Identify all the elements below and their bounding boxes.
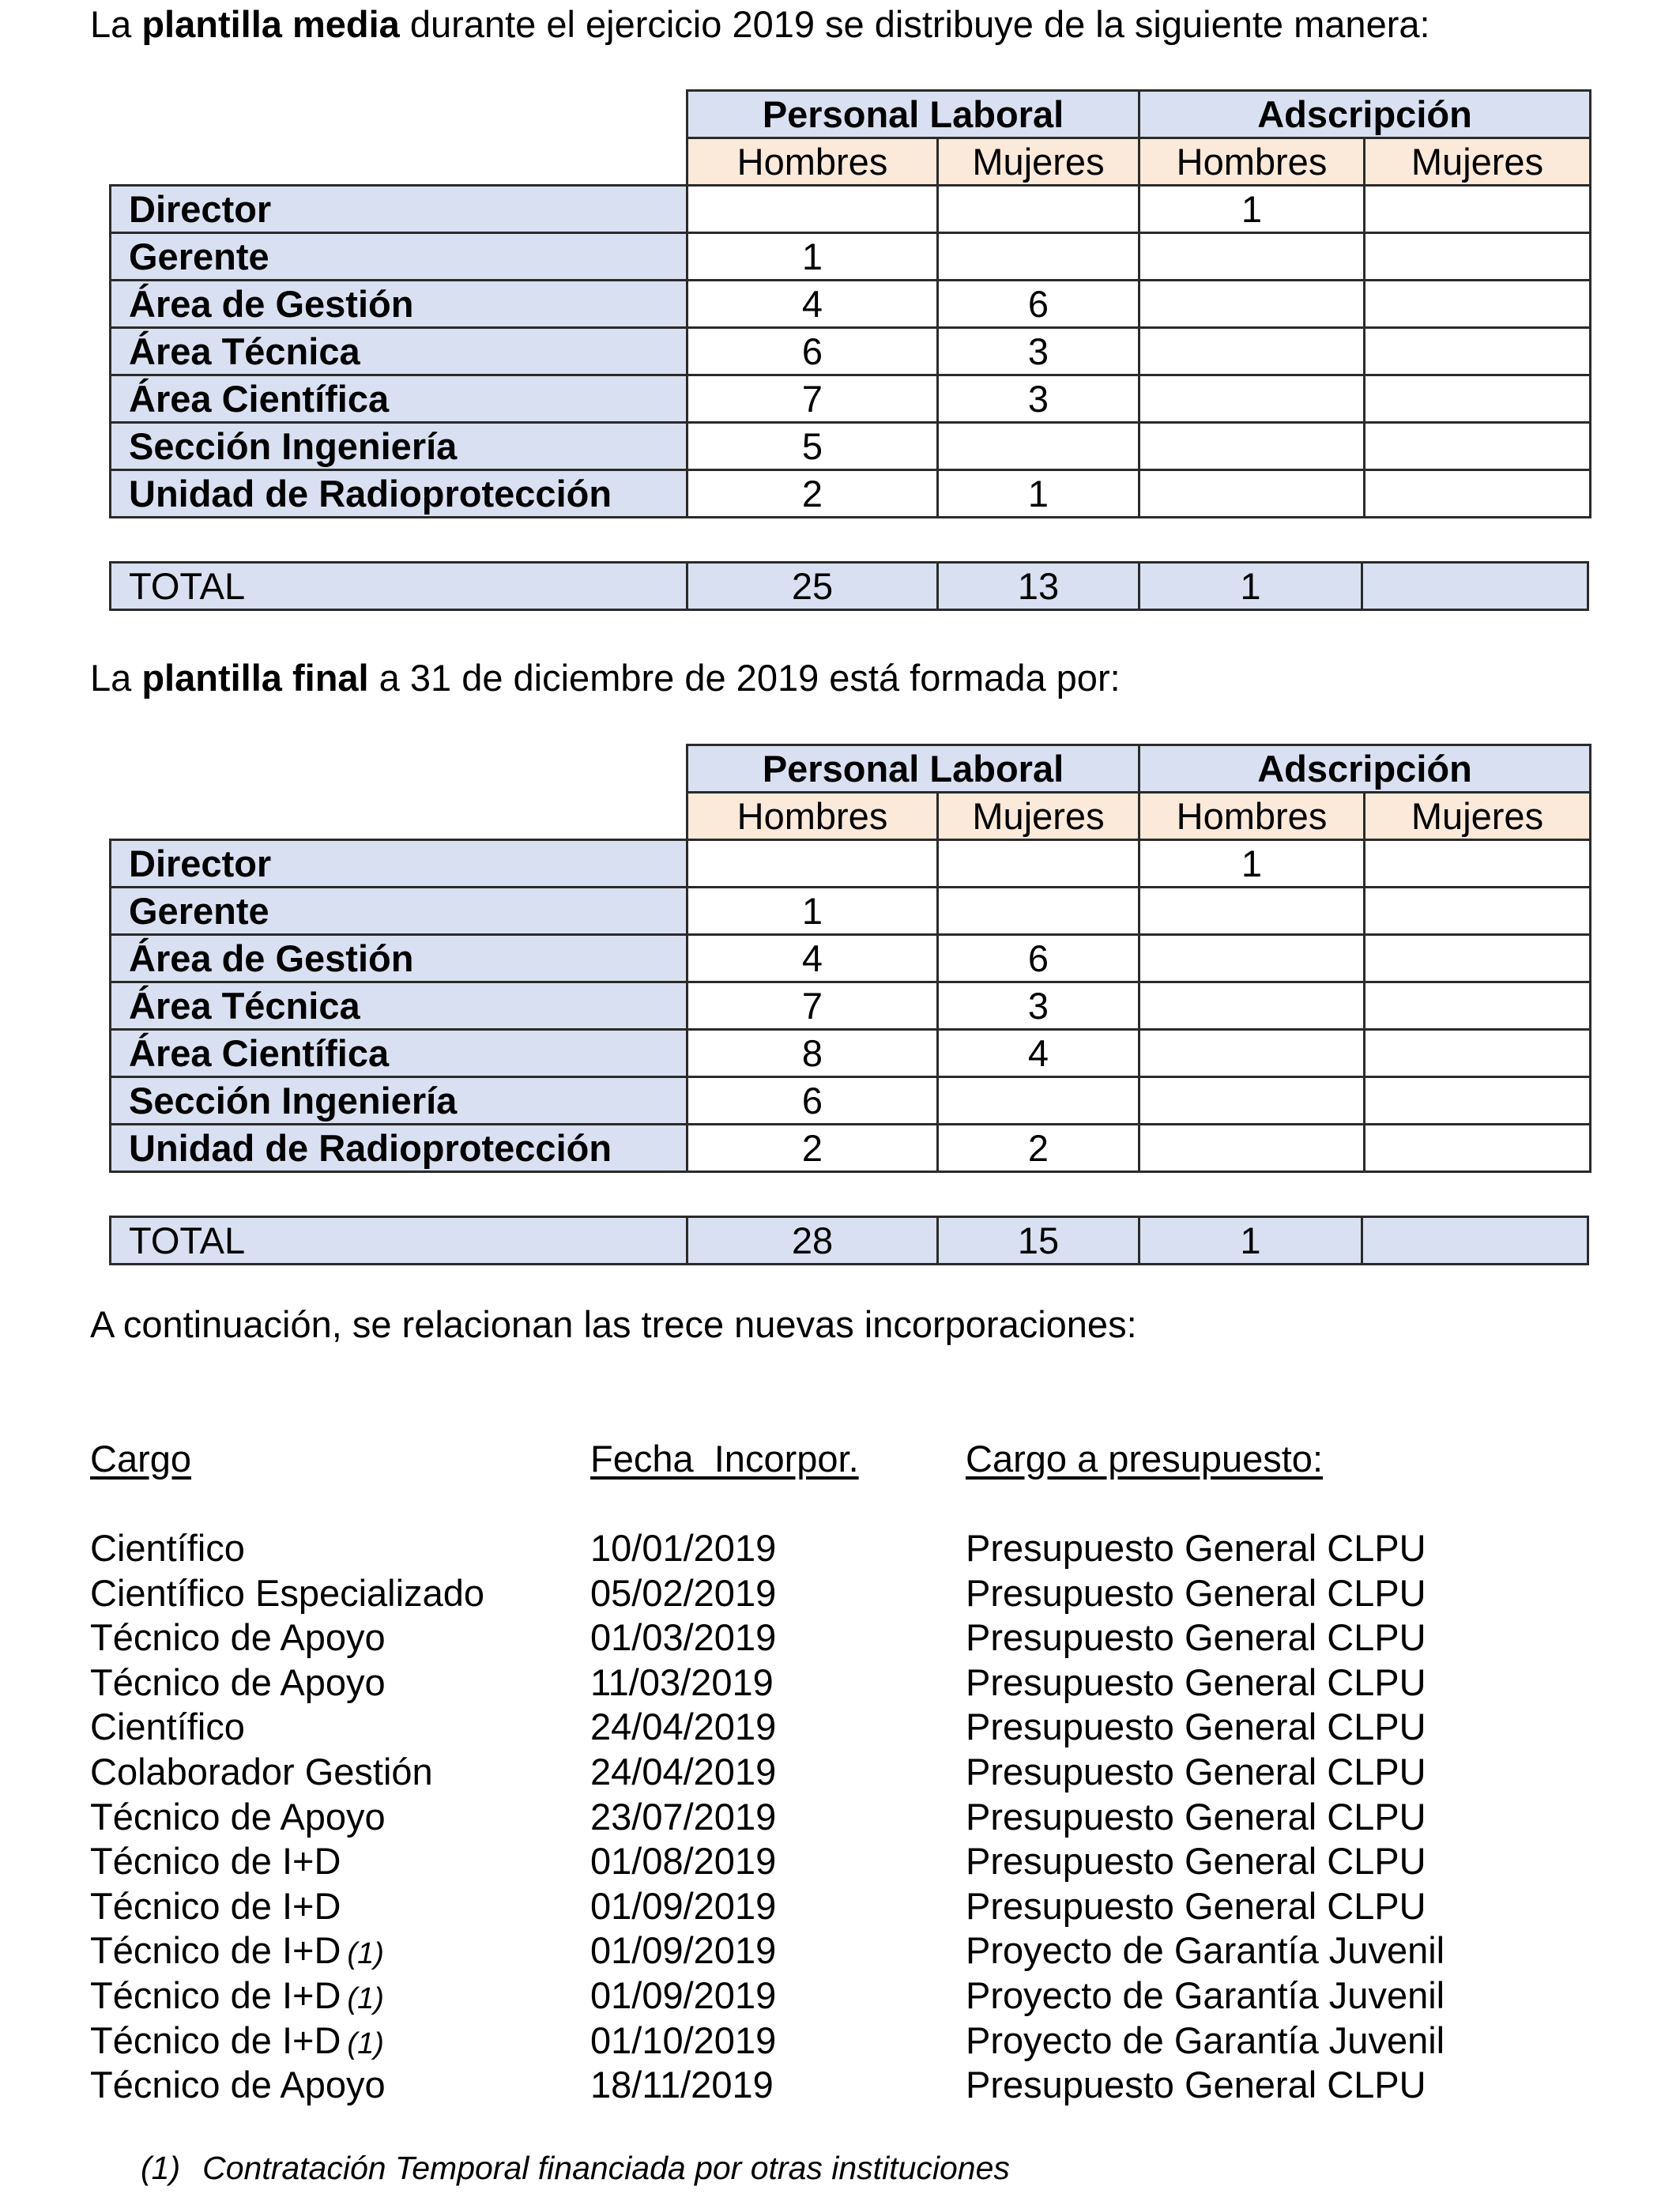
hire-fecha: 23/07/2019 xyxy=(590,1795,777,1838)
hire-presupuesto: Presupuesto General CLPU xyxy=(966,2064,1426,2106)
hire-cargo: Técnico de I+D (1) xyxy=(90,1974,384,2016)
hire-fecha: 01/09/2019 xyxy=(590,1974,777,2016)
hire-row xyxy=(0,1571,1680,1615)
total-cell: 1 xyxy=(1138,1216,1363,1265)
data-cell: 2 xyxy=(936,1123,1140,1173)
data-cell: 7 xyxy=(686,981,939,1031)
hire-row xyxy=(0,1928,1680,1973)
hire-presupuesto: Presupuesto General CLPU xyxy=(966,1884,1426,1927)
data-cell: 3 xyxy=(936,326,1140,376)
hire-presupuesto: Presupuesto General CLPU xyxy=(966,1795,1426,1838)
total-cell: 13 xyxy=(936,561,1140,611)
data-cell: 1 xyxy=(1138,184,1365,234)
data-cell: 1 xyxy=(936,469,1140,518)
hire-cargo: Técnico de I+D (1) xyxy=(90,2019,384,2061)
hire-note: (1) xyxy=(347,1982,384,2015)
hire-fecha: 24/04/2019 xyxy=(590,1706,777,1748)
hire-row xyxy=(0,1973,1680,2018)
hire-row xyxy=(0,1884,1680,1928)
data-cell xyxy=(1138,421,1365,471)
data-cell: 8 xyxy=(686,1028,939,1078)
hire-presupuesto: Presupuesto General CLPU xyxy=(966,1616,1426,1659)
hire-fecha: 18/11/2019 xyxy=(590,2064,774,2106)
data-cell xyxy=(1363,374,1591,424)
hire-note: (1) xyxy=(347,2026,384,2060)
hire-cargo: Técnico de I+D (1) xyxy=(90,1929,384,1972)
data-cell xyxy=(936,1076,1140,1125)
data-cell xyxy=(1138,1028,1365,1078)
total-cell xyxy=(1361,1216,1589,1265)
intro-paragraph-3: A continuación, se relacionan las trece nuevas incorporaciones: xyxy=(90,1303,1137,1345)
hire-fecha: 24/04/2019 xyxy=(590,1751,777,1793)
hire-fecha: 01/10/2019 xyxy=(590,2019,777,2061)
data-cell xyxy=(1138,232,1365,281)
data-cell xyxy=(686,839,939,888)
footnote-text: Contratación Temporal financiada por otras instituciones xyxy=(202,2150,1010,2186)
hire-cargo: Científico Especializado xyxy=(90,1571,484,1614)
data-cell xyxy=(1363,886,1591,936)
data-cell xyxy=(1138,1076,1365,1125)
data-cell: 2 xyxy=(686,469,939,518)
hire-cargo: Técnico de Apoyo xyxy=(90,1616,386,1659)
sub-header-2: Hombres xyxy=(1138,791,1365,841)
row-label: Gerente xyxy=(109,886,688,936)
row-label: Director xyxy=(109,839,688,888)
hire-cargo: Técnico de Apoyo xyxy=(90,2064,386,2106)
data-cell xyxy=(1138,279,1365,329)
hire-row xyxy=(0,1661,1680,1705)
group-header-0: Personal Laboral xyxy=(686,89,1140,139)
footnote-marker: (1) xyxy=(141,2150,181,2186)
data-cell xyxy=(1363,981,1591,1031)
data-cell xyxy=(936,421,1140,471)
data-cell xyxy=(1138,981,1365,1031)
data-cell xyxy=(936,886,1140,936)
hire-presupuesto: Presupuesto General CLPU xyxy=(966,1840,1426,1883)
row-label: Gerente xyxy=(109,232,688,281)
row-label: Área Técnica xyxy=(109,981,688,1031)
sub-header-1: Mujeres xyxy=(936,137,1140,187)
total-label: TOTAL xyxy=(109,561,688,611)
total-cell xyxy=(1361,561,1589,611)
hire-fecha: 01/08/2019 xyxy=(590,1840,777,1883)
group-header-1: Adscripción xyxy=(1138,89,1591,139)
hire-row xyxy=(0,1839,1680,1883)
hire-fecha: 05/02/2019 xyxy=(590,1571,777,1614)
data-cell xyxy=(1363,469,1591,518)
row-label: Área Científica xyxy=(109,374,688,424)
row-label: Área Científica xyxy=(109,1028,688,1078)
hire-cargo: Científico xyxy=(90,1527,245,1569)
hire-cargo: Técnico de Apoyo xyxy=(90,1661,386,1703)
hire-fecha: 10/01/2019 xyxy=(590,1527,777,1569)
data-cell: 3 xyxy=(936,981,1140,1031)
hire-cargo: Colaborador Gestión xyxy=(90,1751,433,1793)
row-label: Director xyxy=(109,184,688,234)
data-cell: 4 xyxy=(686,279,939,329)
group-header-0: Personal Laboral xyxy=(686,744,1140,794)
hire-fecha: 11/03/2019 xyxy=(590,1661,774,1703)
data-cell: 4 xyxy=(686,933,939,983)
hire-presupuesto: Proyecto de Garantía Juvenil xyxy=(966,1974,1445,2016)
data-cell xyxy=(936,232,1140,281)
row-label: Área de Gestión xyxy=(109,279,688,329)
data-cell xyxy=(1363,421,1591,471)
hire-row xyxy=(0,2019,1680,2063)
hire-presupuesto: Proyecto de Garantía Juvenil xyxy=(966,2019,1445,2061)
data-cell xyxy=(1138,933,1365,983)
footnote xyxy=(141,2150,1032,2187)
data-cell: 1 xyxy=(686,886,939,936)
data-cell xyxy=(1138,374,1365,424)
data-cell: 6 xyxy=(936,933,1140,983)
sub-header-1: Mujeres xyxy=(936,791,1140,841)
sub-header-3: Mujeres xyxy=(1363,137,1591,187)
total-cell: 1 xyxy=(1138,561,1363,611)
row-label: Unidad de Radioprotección xyxy=(109,1123,688,1173)
header-fecha: Fecha Incorpor. xyxy=(590,1438,859,1480)
group-header-1: Adscripción xyxy=(1138,744,1591,794)
data-cell: 6 xyxy=(936,279,1140,329)
sub-header-2: Hombres xyxy=(1138,137,1365,187)
sub-header-0: Hombres xyxy=(686,791,939,841)
total-cell: 28 xyxy=(686,1216,939,1265)
hire-fecha: 01/09/2019 xyxy=(590,1884,777,1927)
hire-cargo: Científico xyxy=(90,1706,245,1748)
row-label: Sección Ingeniería xyxy=(109,1076,688,1125)
hire-row xyxy=(0,1526,1680,1570)
data-cell xyxy=(1363,184,1591,234)
hire-presupuesto: Proyecto de Garantía Juvenil xyxy=(966,1929,1445,1972)
hire-presupuesto: Presupuesto General CLPU xyxy=(966,1706,1426,1748)
data-cell: 2 xyxy=(686,1123,939,1173)
hire-cargo: Técnico de I+D xyxy=(90,1840,341,1883)
hire-fecha: 01/03/2019 xyxy=(590,1616,777,1659)
data-cell xyxy=(1138,1123,1365,1173)
header-cargo: Cargo xyxy=(90,1438,192,1480)
row-label: Área Técnica xyxy=(109,326,688,376)
intro-paragraph-2: La plantilla final a 31 de diciembre de 2019 está formada por: xyxy=(90,657,1121,699)
data-cell xyxy=(1138,326,1365,376)
header-presupuesto: Cargo a presupuesto: xyxy=(966,1438,1324,1480)
hire-row xyxy=(0,1705,1680,1749)
data-cell xyxy=(936,839,1140,888)
row-label: Área de Gestión xyxy=(109,933,688,983)
data-cell xyxy=(1363,1076,1591,1125)
hires-header-row xyxy=(0,1437,1680,1481)
hire-note: (1) xyxy=(347,1937,384,1971)
data-cell: 6 xyxy=(686,1076,939,1125)
data-cell: 1 xyxy=(1138,839,1365,888)
hire-presupuesto: Presupuesto General CLPU xyxy=(966,1571,1426,1614)
data-cell xyxy=(1363,232,1591,281)
data-cell: 5 xyxy=(686,421,939,471)
data-cell xyxy=(1363,1123,1591,1173)
data-cell xyxy=(1363,1028,1591,1078)
data-cell xyxy=(1138,886,1365,936)
data-cell: 3 xyxy=(936,374,1140,424)
hire-row xyxy=(0,2063,1680,2107)
data-cell: 6 xyxy=(686,326,939,376)
data-cell xyxy=(1363,933,1591,983)
data-cell: 4 xyxy=(936,1028,1140,1078)
data-cell xyxy=(1363,326,1591,376)
hire-cargo: Técnico de Apoyo xyxy=(90,1795,386,1838)
data-cell xyxy=(1363,279,1591,329)
hire-fecha: 01/09/2019 xyxy=(590,1929,777,1972)
hire-presupuesto: Presupuesto General CLPU xyxy=(966,1527,1426,1569)
data-cell xyxy=(686,184,939,234)
hire-presupuesto: Presupuesto General CLPU xyxy=(966,1661,1426,1703)
sub-header-3: Mujeres xyxy=(1363,791,1591,841)
total-label: TOTAL xyxy=(109,1216,688,1265)
hire-row xyxy=(0,1795,1680,1839)
hire-row xyxy=(0,1615,1680,1660)
data-cell xyxy=(1363,839,1591,888)
data-cell: 7 xyxy=(686,374,939,424)
row-label: Sección Ingeniería xyxy=(109,421,688,471)
data-cell xyxy=(936,184,1140,234)
row-label: Unidad de Radioprotección xyxy=(109,469,688,518)
data-cell: 1 xyxy=(686,232,939,281)
hire-cargo: Técnico de I+D xyxy=(90,1884,341,1927)
hire-presupuesto: Presupuesto General CLPU xyxy=(966,1751,1426,1793)
total-cell: 25 xyxy=(686,561,939,611)
data-cell xyxy=(1138,469,1365,518)
intro-paragraph-1: La plantilla media durante el ejercicio 2019 se distribuye de la siguiente manera: xyxy=(90,3,1430,45)
hire-row xyxy=(0,1750,1680,1794)
sub-header-0: Hombres xyxy=(686,137,939,187)
total-cell: 15 xyxy=(936,1216,1140,1265)
